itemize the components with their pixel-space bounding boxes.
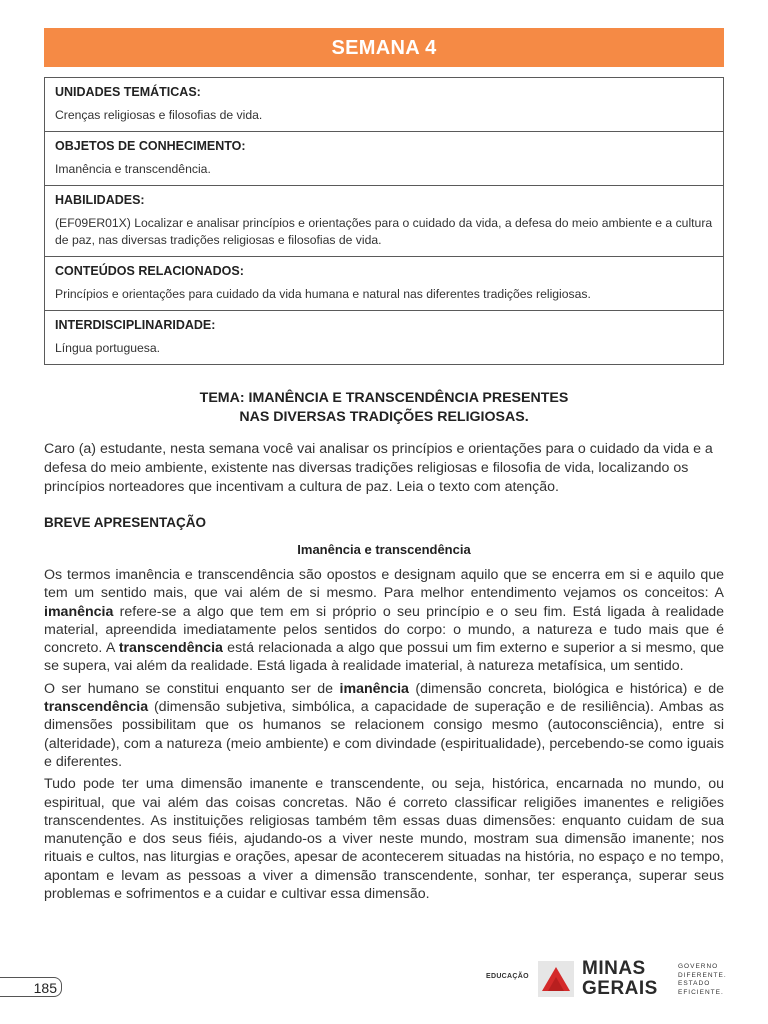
- info-text: Crenças religiosas e filosofias de vida.: [55, 108, 263, 122]
- info-row-unidades: [45, 78, 723, 131]
- info-label: OBJETOS DE CONHECIMENTO:: [55, 139, 246, 153]
- info-text: Imanência e transcendência.: [55, 162, 211, 176]
- section-title: BREVE APRESENTAÇÃO: [44, 515, 207, 530]
- info-row-habilidades: [45, 185, 723, 256]
- info-label: CONTEÚDOS RELACIONADOS:: [55, 264, 244, 278]
- logo-line-1: MINAS: [582, 958, 646, 979]
- slogan-line: GOVERNO: [678, 963, 719, 970]
- paragraph-3: Tudo pode ter uma dimensão imanente e transcendente, ou seja, histórica, encarnada no mundo, ou espiritual, que vai além das coisas concretas. Não é correto classificar religiões imanentes e religiões transcendentes. As instituições religiosas também têm essas duas dimensões: enquanto cuidam de sua manutenção e dos seus fiéis, ajudando-os a viver neste mundo, mostram sua dimensão imanente; nos rituais e cultos, nas liturgias e orações, apesar de acontecerem situadas na história, no espaço e no tempo, apontam e levam as pessoas a viver a dimensão transcendente, sonhar, ter esperança, superar seus problemas e sofrimentos e a cuidar e cultivar essa dimensão.: [44, 776, 724, 903]
- text-run: está relacionada a algo que possui um fim externo e superior a si mesmo, que se supera, vai além da realidade. Está ligada à realidade imaterial, à natureza metafísica, um sentido.: [44, 640, 724, 675]
- tema-heading: [44, 389, 724, 427]
- text-run: (dimensão subjetiva, simbólica, a capacidade de superação e de resiliência). Ambas as dimensões possibilitam que os humanos se relacionem consigo mesmo (autoconsciência), entre si (alteridade), com a natureza (meio ambiente) e com divindade (espiritualidade), percebendo-se como iguais e diferentes.: [44, 699, 724, 770]
- info-label: INTERDISCIPLINARIDADE:: [55, 318, 216, 332]
- text-run: refere-se a algo que tem em si próprio o seu princípio e o seu fim. Está ligada à realidade material, apreendida imediatamente pelos sentidos do corpo: o mundo, a natureza e tudo mais que é concreto. A: [44, 603, 724, 657]
- logo-line-2: GERAIS: [582, 978, 658, 999]
- text-run: (dimensão concreta, biológica e histórica) e de: [408, 680, 724, 697]
- paragraph-1: [44, 566, 724, 676]
- logo-slogan: [678, 963, 727, 997]
- info-label: HABILIDADES:: [55, 193, 145, 207]
- body-text: [44, 566, 724, 907]
- info-text: (EF09ER01X) Localizar e analisar princípios e orientações para o cuidado da vida, a defesa do meio ambiente e a cultura de paz, nas diversas tradições religiosas e filosofias de vida.: [55, 216, 713, 247]
- subtitle: Imanência e transcendência: [297, 542, 471, 557]
- text-run: O ser humano se constitui enquanto ser de: [44, 680, 340, 697]
- info-row-objetos: [45, 131, 723, 185]
- info-text: Princípios e orientações para cuidado da vida humana e natural nas diferentes tradições religiosas.: [55, 287, 591, 301]
- tema-line-2: NAS DIVERSAS TRADIÇÕES RELIGIOSAS.: [239, 409, 529, 425]
- info-label: UNIDADES TEMÁTICAS:: [55, 85, 201, 99]
- minas-gerais-logo-icon: [538, 961, 574, 997]
- bold-term-imanencia: imanência: [339, 680, 409, 697]
- week-banner: SEMANA 4: [44, 28, 724, 67]
- intro-paragraph: Caro (a) estudante, nesta semana você vai analisar os princípios e orientações para o cuidado da vida e a defesa do meio ambiente, existente nas diversas tradições religiosas e filosofia de vida, localizando os princípios norteadores que incentivam a cultura de paz. Leia o texto com atenção.: [44, 441, 713, 495]
- slogan-line: DIFERENTE.: [678, 971, 727, 979]
- bold-term-imanencia: imanência: [44, 603, 114, 620]
- info-row-conteudos: [45, 256, 723, 310]
- paragraph-2: [44, 680, 724, 771]
- logo-wordmark: [582, 959, 658, 999]
- slogan-line: EFICIENTE.: [678, 988, 724, 996]
- info-table: [44, 77, 724, 365]
- page-number: 185: [0, 977, 62, 997]
- info-row-interdisciplinaridade: [45, 310, 723, 364]
- slogan-line: ESTADO: [678, 980, 711, 987]
- bold-term-transcendencia: transcendência: [44, 699, 149, 716]
- education-label: EDUCAÇÃO: [486, 973, 529, 980]
- text-run: Os termos imanência e transcendência são opostos e designam aquilo que se encerra em si e aquilo que tem um sentido mais, que vai além de si mesmo. Para melhor entendimento vejamos os conceitos: A: [44, 567, 724, 602]
- tema-line-1: TEMA: IMANÊNCIA E TRANSCENDÊNCIA PRESENTES: [199, 390, 569, 406]
- bold-term-transcendencia: transcendência: [118, 640, 223, 657]
- info-text: Língua portuguesa.: [55, 341, 161, 355]
